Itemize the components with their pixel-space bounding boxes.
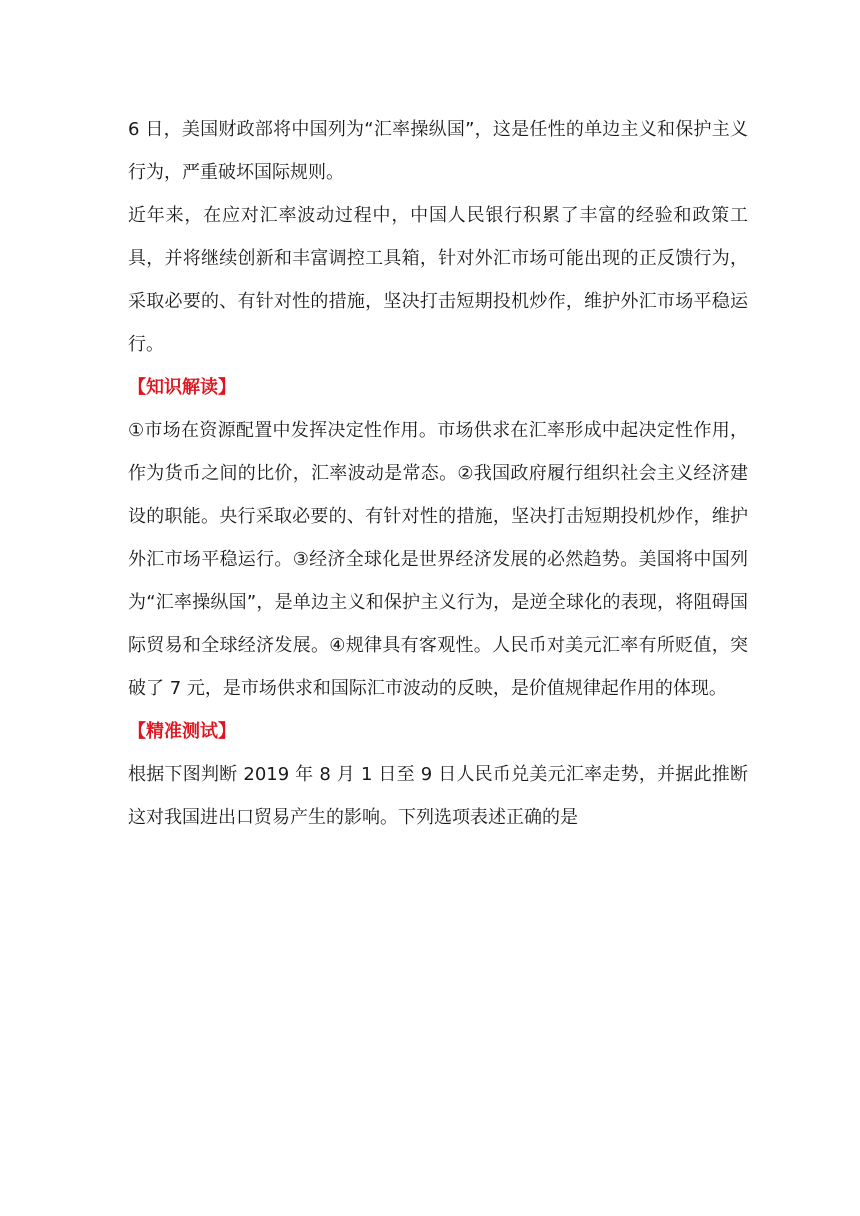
paragraph-4: 根据下图判断 2019 年 8 月 1 日至 9 日人民币兑美元汇率走势，并据此推断这对我国进出口贸易产生的影响。下列选项表述正确的是 [128, 764, 748, 828]
document-body [128, 108, 748, 839]
paragraph-3: ①市场在资源配置中发挥决定性作用。市场供求在汇率形成中起决定性作用，作为货币之间的比价，汇率波动是常态。②我国政府履行组织社会主义经济建设的职能。央行采取必要的、有针对性的措施，坚决打击短期投机炒作，维护外汇市场平稳运行。③经济全球化是世界经济发展的必然趋势。美国将中国列为“汇率操纵国”，是单边主义和保护主义行为，是逆全球化的表现，将阻碍国际贸易和全球经济发展。④规律具有客观性。人民币对美元汇率有所贬值，突破了 7 元，是市场供求和国际汇市波动的反映，是价值规律起作用的体现。 [128, 420, 748, 699]
paragraph-2: 近年来，在应对汇率波动过程中，中国人民银行积累了丰富的经验和政策工具，并将继续创新和丰富调控工具箱，针对外汇市场可能出现的正反馈行为，采取必要的、有针对性的措施，坚决打击短期投机炒作，维护外汇市场平稳运行。 [128, 205, 748, 355]
heading-knowledge-interpretation: 【知识解读】 [128, 377, 236, 398]
heading-precise-test: 【精准测试】 [128, 721, 236, 742]
paragraph-1: 6 日，美国财政部将中国列为“汇率操纵国”，这是任性的单边主义和保护主义行为，严重破坏国际规则。 [128, 119, 748, 183]
